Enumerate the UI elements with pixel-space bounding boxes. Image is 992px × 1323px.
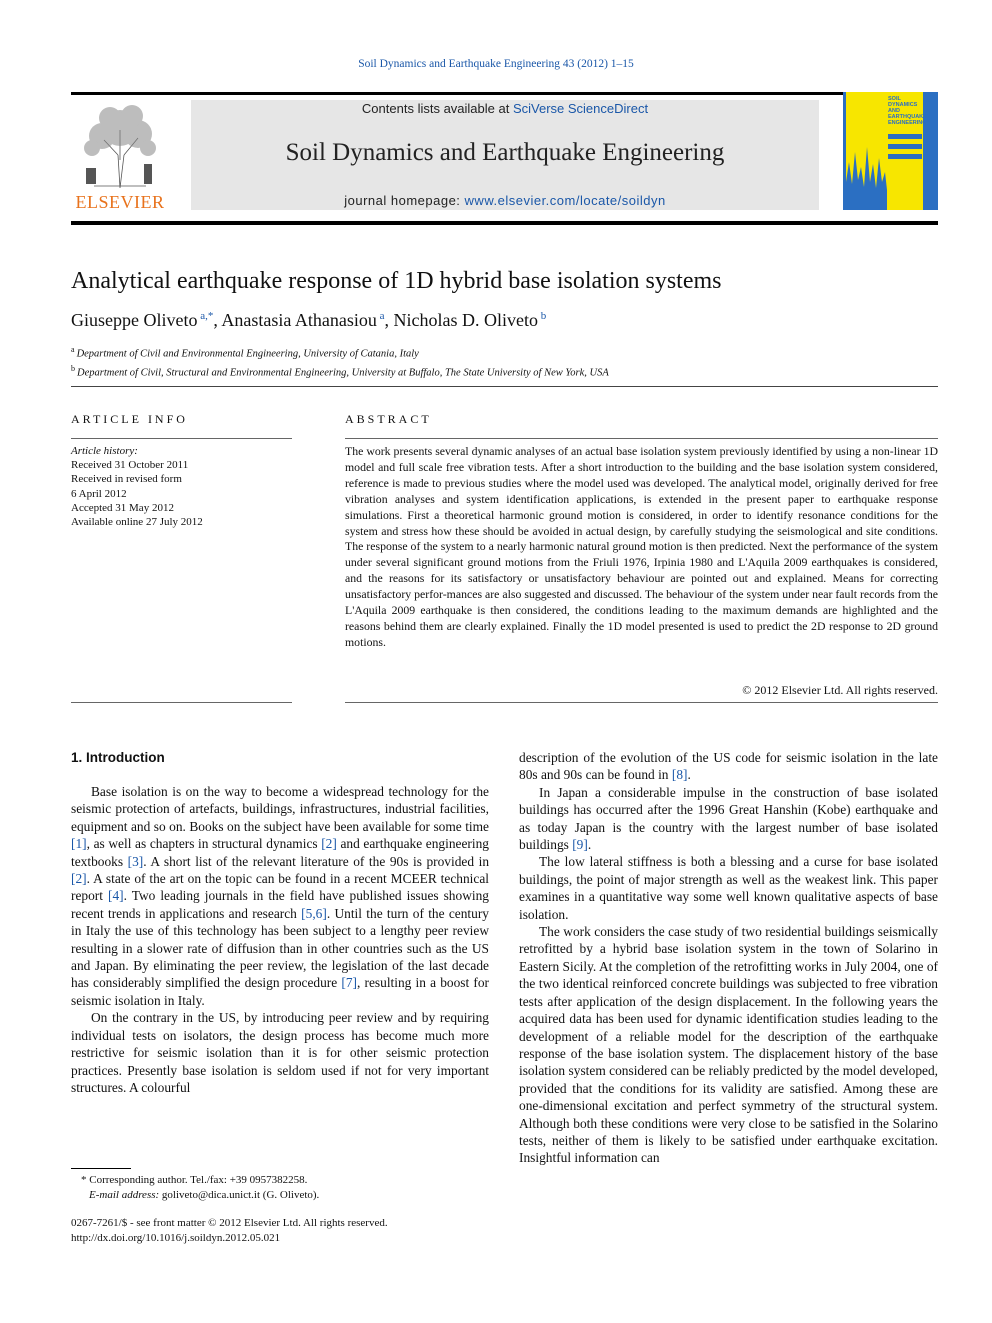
citation-link[interactable]: [4] (107, 888, 124, 904)
affiliation-item (71, 362, 609, 381)
author-separator: , (384, 310, 394, 330)
publication-info (71, 1216, 388, 1245)
article-info-top-rule (71, 438, 292, 439)
citation-link[interactable]: [9] (572, 837, 588, 853)
svg-text:EARTHQUAKE: EARTHQUAKE (888, 114, 927, 120)
contents-prefix: Contents lists available at (361, 101, 513, 116)
body-paragraph (519, 923, 938, 1167)
journal-cover-thumbnail (843, 92, 938, 210)
body-paragraph (71, 783, 489, 1009)
history-item: 6 April 2012 (71, 487, 127, 500)
paragraph-text: , resulting in a boost for seismic isolation in Italy. (71, 975, 489, 1008)
abstract-top-rule (345, 438, 938, 439)
section-heading-introduction: 1. Introduction (71, 750, 165, 765)
affiliation-mark: a (71, 345, 77, 354)
affiliation-text: Department of Civil and Environmental Engineering, University of Catania, Italy (76, 348, 419, 360)
affiliation-mark: b (71, 363, 77, 373)
article-info-bottom-rule (71, 702, 292, 703)
author-list (71, 310, 546, 331)
abstract-copyright: © 2012 Elsevier Ltd. All rights reserved. (742, 683, 938, 697)
header-top-rule (71, 92, 938, 95)
corresponding-author-note: * Corresponding author. Tel./fax: +39 0957382258. (81, 1174, 308, 1186)
homepage-prefix: journal homepage: (344, 193, 465, 208)
citation-link[interactable]: [3] (127, 853, 144, 869)
sciverse-link[interactable]: SciVerse ScienceDirect (512, 101, 649, 116)
article-title: Analytical earthquake response of 1D hybrid base isolation systems (71, 268, 722, 294)
contents-availability (191, 101, 819, 116)
email-value[interactable]: goliveto@dica.unict.it (G. Oliveto). (161, 1188, 320, 1201)
citation-link[interactable]: [2] (321, 836, 337, 852)
paragraph-text: . A state of the art on the topic can be found in a recent MCEER technical report (71, 871, 489, 904)
affiliation-text: Department of Civil, Structural and Environmental Engineering, University at Buffalo, The State University of New York, USA (77, 367, 609, 378)
body-paragraph (519, 784, 938, 854)
paragraph-text: description of the evolution of the US code for seismic isolation in the late 80s and 90s can be found in (519, 750, 938, 783)
paragraph-text: Base isolation is on the way to become a widespread technology for the seismic protection of artefacts, buildings, infrastructures, industrial facilities, equipment and so on. Books on the subject have been available for some time (71, 784, 489, 834)
history-item: Accepted 31 May 2012 (71, 501, 174, 514)
body-paragraph (519, 853, 938, 923)
journal-cover-image (843, 92, 938, 210)
author-affiliation-mark[interactable]: a,* (197, 310, 214, 322)
svg-text:SOIL: SOIL (888, 96, 901, 102)
footnote (71, 1173, 489, 1202)
paragraph-text: On the contrary in the US, by introducing peer review and by requiring individual tests on isolators, the design process has become much more restrictive for seismic isolation than it is for other seismic protection practices. Presently base isolation is seldom used if not for very important structures. A colourful (71, 1010, 489, 1095)
citation-link[interactable]: [2] (71, 871, 87, 887)
paragraph-text: . Until the turn of the century in Italy the use of this technology has been subject to a lengthy peer review resulting in a slower rate of diffusion than in other countries such as the US and Japan. By eliminating the peer review, the legislation of the last decade has considerably simplified the design procedure (71, 905, 489, 991)
author-affiliation-mark[interactable]: b (538, 310, 547, 322)
abstract-bottom-rule (345, 702, 938, 703)
paragraph-text: The low lateral stiffness is both a blessing and a curse for base isolated buildings, the point of major strength as well as the weakest link. This paper examines in a quantitative way some well known qualitative aspects of base isolation. (519, 854, 938, 922)
citation-link[interactable]: [8] (671, 767, 688, 783)
body-left-column (71, 783, 489, 1096)
journal-citation[interactable]: Soil Dynamics and Earthquake Engineering 43 (2012) 1–15 (358, 58, 634, 70)
paragraph-text: . (587, 837, 592, 853)
svg-text:DYNAMICS: DYNAMICS (888, 102, 918, 108)
paragraph-text: The work considers the case study of two residential buildings seismically retrofitted by a hybrid base isolation system in the town of Solarino in Eastern Sicily. At the completion of the retrofitting works in July 2004, one of the two identical reinforced concrete buildings was subjected to free vibration tests after application of the design displacement. In the following years the acquired data has been used for dynamic identification studies leading to the development of a reliable model for the description of the earthquake response of the base isolation system. The displacement history of the base isolation system considered can be reliably predicted by the model developed, provided that the conditions for its validity are satisfied. Among these are one-dimensional excitation and perfect symmetry of the structural system. Although both these conditions were very close to be satisfied in the Solarino tests, neither of them is likely to be satisfied under earthquake excitation. Insightful information can (519, 924, 938, 1166)
paragraph-text: . (687, 767, 691, 783)
svg-text:ENGINEERING: ENGINEERING (888, 120, 927, 126)
citation-link[interactable]: [5,6] (301, 905, 327, 921)
paragraph-text: In Japan a considerable impulse in the construction of base isolated buildings has occurred after the 1996 Great Hanshin (Kobe) earthquake and as today Japan is the country with the largest number of base isolated buildings (519, 784, 938, 853)
email-label: E-mail address: (89, 1188, 162, 1201)
affiliations (71, 343, 609, 380)
abstract-text: The work presents several dynamic analyses of an actual base isolation system previously identified by using a non-linear 1D model and full scale free vibration tests. After a short introduction to the building and the base isolation system considered, reference is made to previous studies where the model used was developed. The analytical model, originally derived for free vibration analyses and system identification applications, is extended in the present paper to earthquake response simulations. First a theoretical harmonic ground motion is considered, in order to identify resonance conditions for the system and stress how these should be avoided in actual design, by carefully studying the seismological and site conditions. The response of the system to a nearly harmonic natural ground motion is then predicted. Next the performance of the system under several significant ground motions from the Friuli 1976, Irpinia 1980 and L'Aquila 2009 earthquakes is considered, and the reasons for its satisfactory or unsatisfactory behaviour are pointed out and explained. Means for correcting unsatisfactory perfor-mances are also suggested and discussed. The behaviour of the system under near fault records from the L'Aquila 2009 earthquake is then considered, the conditions leading to the maximum demands are highlighted and the reasons behind them are clearly explained. Finally the 1D model presented is used to predict the 2D response to 2D ground motions. (345, 444, 938, 649)
history-item: Received in revised form (71, 473, 182, 486)
paragraph-text: and earthquake engineering textbooks (71, 836, 489, 869)
paragraph-text: . A short list of the relevant literature of the 90s is provided in (143, 853, 490, 869)
doi-link[interactable]: http://dx.doi.org/10.1016/j.soildyn.2012.05.021 (71, 1231, 281, 1244)
author-affiliation-mark[interactable]: a (376, 310, 385, 322)
paragraph-text: . Two leading journals in the field have published issues showing recent trends in applications and research (71, 888, 489, 921)
paragraph-text: , as well as chapters in structural dynamics (86, 836, 322, 852)
article-history (71, 444, 203, 529)
body-paragraph (71, 1009, 489, 1096)
abstract-label: ABSTRACT (345, 412, 432, 426)
history-item: Available online 27 July 2012 (71, 516, 203, 529)
svg-text:AND: AND (888, 108, 900, 114)
citation-link[interactable]: [7] (341, 975, 357, 991)
author-separator: , (213, 310, 222, 330)
affiliation-rule (71, 386, 938, 387)
author-name: Giuseppe Oliveto (71, 310, 198, 330)
header-bottom-rule (71, 221, 938, 225)
article-info-label: ARTICLE INFO (71, 412, 188, 426)
journal-name: Soil Dynamics and Earthquake Engineering (285, 139, 725, 166)
elsevier-tree-icon (74, 100, 166, 192)
body-right-column (519, 749, 938, 1167)
affiliation-item (71, 343, 609, 362)
elsevier-wordmark: ELSEVIER (75, 192, 165, 212)
author-name: Anastasia Athanasiou (221, 310, 377, 330)
issn-line: 0267-7261/$ - see front matter © 2012 Elsevier Ltd. All rights reserved. (71, 1217, 388, 1229)
journal-homepage (191, 193, 819, 208)
body-paragraph (519, 749, 938, 784)
history-item: Received 31 October 2011 (71, 459, 189, 472)
elsevier-logo (68, 100, 172, 212)
citation-link[interactable]: [1] (71, 836, 87, 852)
history-heading: Article history: (71, 445, 138, 457)
homepage-link[interactable]: www.elsevier.com/locate/soildyn (464, 193, 666, 208)
author-name: Nicholas D. Oliveto (393, 310, 538, 330)
footnote-rule (71, 1168, 131, 1169)
